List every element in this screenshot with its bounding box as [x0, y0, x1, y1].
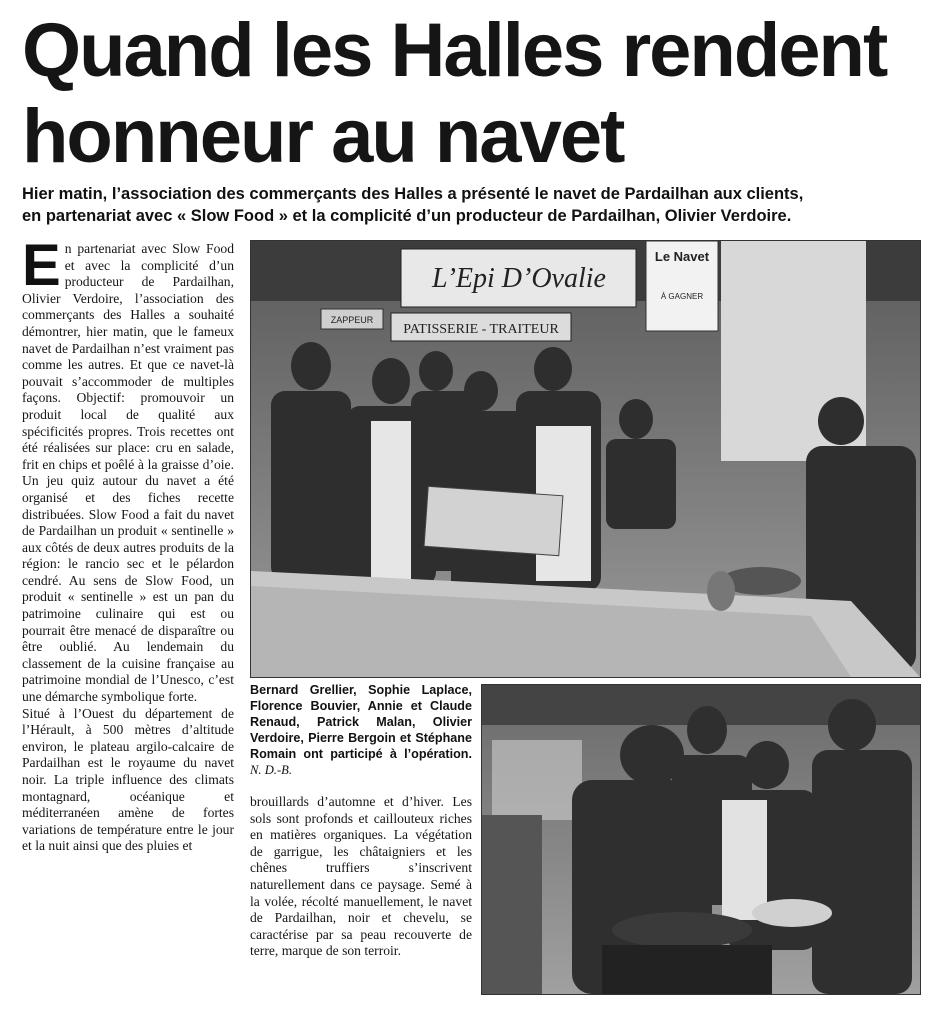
- small-sign: [321, 309, 383, 329]
- banner-sign: [401, 249, 636, 307]
- standfirst-line-2: en partenariat avec « Slow Food » et la complicité d’un producteur de Pardailhan, Olivier Verdoire.: [22, 207, 792, 225]
- body-paragraph-1: n partenariat avec Slow Food et avec la complicité d’un producteur de Pardailhan, Olivier Verdoire, l’association des commerçants des Halles a souhaité démontrer, hier matin, que le fameux navet de Pardailhan n’est vraiment pas comme les autres. Et que ce navet-là pouvait s’accommoder de multiples façons. Objectif: promouvoir un produit local de qualité aux spécificités propres. Trois recettes ont été réalisées sur place: cru en salade, frit en chips et poêlé à la graisse d’oie. Un jeu quiz autour du navet a été organisé et des fiches recette distribuées. Slow Food a fait du navet de Pardailhan un produit « sentinelle » aux côtés de deux autres produits de la région: le rancio sec et le pélardon cendré. Au sens de Slow Food, un produit « sentinelle » est un pan du patrimoine culinaire qui est ou pourrait être menacé de disparaître ou être oublié. Au lendemain du classement de la cuisine française au patrimoine mondial de l’Unesco, c’est une démarche symbolique forte.: [22, 241, 234, 705]
- body-paragraph-3: brouillards d’automne et d’hiver. Les sols sont profonds et caillouteux riches en matières organiques. La végétation de garrigue, les châtaigniers et les chênes truffiers s’inscrivent naturellement dans ce paysage. Semé à la volée, récolté manuellement, le navet de Pardailhan, noir et chevelu, se caractérise par sa peau recouverte de terre, marque de son terroir.: [250, 794, 472, 959]
- photo-caption: [250, 682, 472, 778]
- body-column-2: [250, 794, 472, 999]
- headline: [22, 8, 922, 180]
- svg-text:L’Epi D’Ovalie: L’Epi D’Ovalie: [432, 263, 606, 294]
- navet-poster: [646, 241, 718, 331]
- svg-text:PATISSERIE - TRAITEUR: PATISSERIE - TRAITEUR: [403, 322, 559, 337]
- svg-text:À GAGNER: À GAGNER: [660, 292, 704, 301]
- svg-text:Le Navet: Le Navet: [654, 249, 710, 264]
- secondary-photo-graphic: [482, 685, 920, 994]
- photo-credit: N. D.-B.: [250, 763, 292, 777]
- headline-line-2: honneur au navet: [22, 94, 624, 179]
- drop-cap: E: [22, 241, 61, 298]
- main-photo: [250, 240, 921, 678]
- body-paragraph-2: Situé à l’Ouest du département de l’Hérault, à 500 mètres d’altitude environ, le plateau argilo-calcaire de Pardailhan est le royaume du navet noir. La triple influence des climats montagnard, océanique et méditerranéen amène de fortes variations de température entre le jour et la nuit ainsi que des pluies et: [22, 705, 234, 854]
- shop-sign: [391, 313, 571, 341]
- body-column-1: [22, 241, 234, 1001]
- main-photo-graphic: [251, 241, 920, 677]
- standfirst-line-1: Hier matin, l’association des commerçants des Halles a présenté le navet de Pardailhan aux clients,: [22, 185, 804, 203]
- secondary-photo: [481, 684, 921, 995]
- standfirst: [22, 183, 922, 227]
- caption-text: Bernard Grellier, Sophie Laplace, Florence Bouvier, Annie et Claude Renaud, Patrick Malan, Olivier Verdoire, Pierre Bergoin et Stéphane Romain ont participé à l’opération.: [250, 683, 472, 761]
- headline-line-1: Quand les Halles rendent: [22, 8, 887, 93]
- svg-text:ZAPPEUR: ZAPPEUR: [330, 315, 374, 325]
